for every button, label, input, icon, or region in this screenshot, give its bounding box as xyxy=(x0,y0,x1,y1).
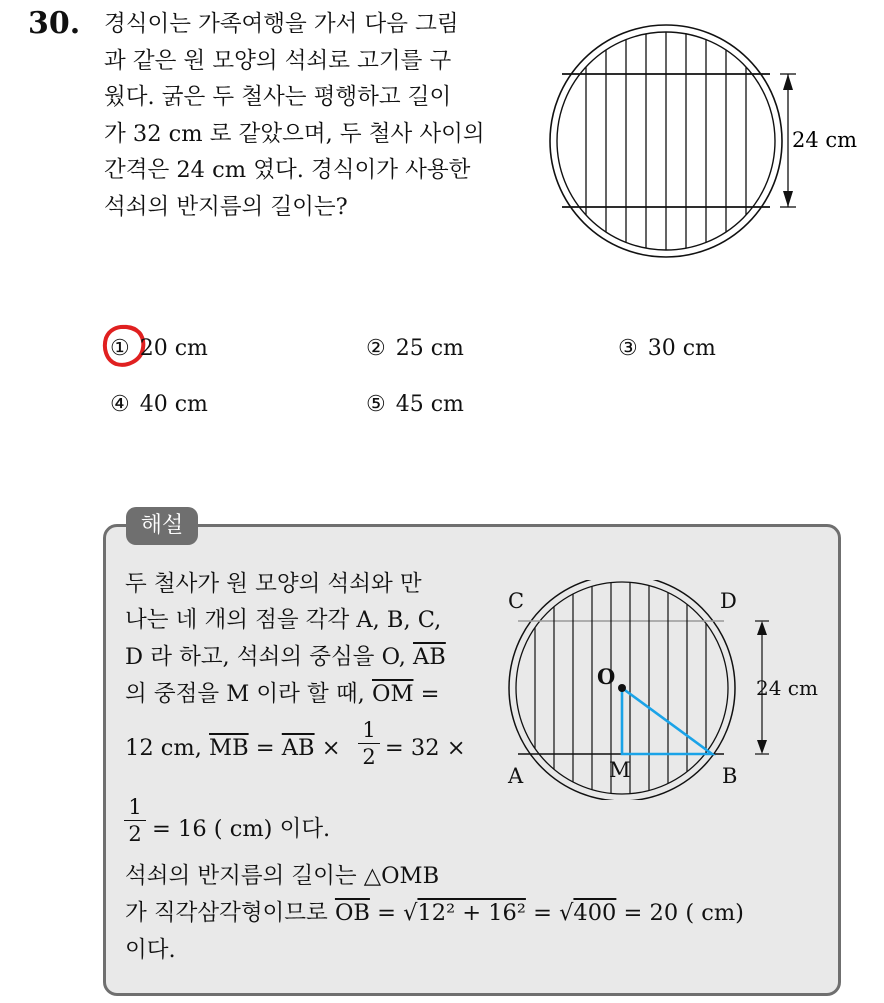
segment-om: $\overline{OM}$ xyxy=(372,681,414,707)
solution-line: 나는 네 개의 점을 각각 A, B, C, xyxy=(125,607,442,633)
fraction-half xyxy=(124,795,146,846)
point-m-label: M xyxy=(609,758,631,782)
sqrt-sign: √ xyxy=(559,900,574,926)
solution-line xyxy=(125,735,466,761)
solution-line xyxy=(125,639,446,671)
choice-3[interactable] xyxy=(618,336,716,361)
solution-line: 두 철사가 원 모양의 석쇠와 만 xyxy=(125,571,422,597)
choice-1[interactable] xyxy=(110,336,208,361)
choice-number: ① xyxy=(110,336,130,361)
question-number: 30. xyxy=(28,6,81,41)
sqrt-radicand: 400 xyxy=(573,900,617,926)
question-line: 과 같은 원 모양의 석쇠로 고기를 구 xyxy=(104,47,452,74)
point-a-label: A xyxy=(508,764,524,788)
grill-figure xyxy=(548,4,868,264)
question-line: 경식이는 가족여행을 가서 다음 그림 xyxy=(104,11,459,37)
equals-sign: = xyxy=(255,735,275,761)
solution-line: = 16 ( cm) 이다. xyxy=(152,816,331,842)
point-c-label: C xyxy=(508,589,525,613)
choice-number: ③ xyxy=(618,336,638,361)
point-d-label: D xyxy=(720,589,737,613)
segment-ab: $\overline{AB}$ xyxy=(281,735,315,761)
question-line: 간격은 24 cm 였다. 경식이가 사용한 xyxy=(104,157,471,184)
sqrt-radicand: 12² + 16² xyxy=(417,900,526,926)
equals-sign: = xyxy=(533,900,552,926)
point-b-label: B xyxy=(722,764,738,788)
solution-figure xyxy=(498,580,838,800)
fraction-numerator: 1 xyxy=(128,795,142,819)
choice-2[interactable] xyxy=(366,336,464,361)
fraction-half xyxy=(358,718,380,769)
fraction-denominator: 2 xyxy=(362,745,376,769)
question-line: 웠다. 굵은 두 철사는 평행하고 길이 xyxy=(104,84,452,111)
segment-mb: $\overline{MB}$ xyxy=(209,735,249,761)
solution-line xyxy=(125,895,744,927)
solution-text: D 라 하고, 석쇠의 중심을 O, xyxy=(125,644,406,670)
choice-text: 25 cm xyxy=(395,336,464,361)
equals-sign: = xyxy=(420,681,440,707)
fraction-numerator: 1 xyxy=(362,718,376,742)
equals-sign: = xyxy=(377,900,396,926)
solution-text: 의 중점을 M 이라 할 때, xyxy=(125,681,365,707)
sqrt-sign: √ xyxy=(403,900,418,926)
solution-text: 가 직각삼각형이므로 xyxy=(125,900,328,926)
solution-tag: 해설 xyxy=(126,507,198,545)
choice-text: 30 cm xyxy=(647,336,716,361)
choice-5[interactable] xyxy=(366,392,464,417)
segment-ab: $\overline{AB}$ xyxy=(413,644,446,670)
question-text xyxy=(104,6,524,226)
choice-text: 45 cm xyxy=(395,392,464,417)
question-line: 가 32 cm 로 같았으며, 두 철사 사이의 xyxy=(104,120,485,147)
choice-number: ② xyxy=(366,336,386,361)
solution-line: 이다. xyxy=(125,937,176,963)
solution-text: = 20 ( cm) xyxy=(623,900,744,926)
times-sign: × xyxy=(321,735,341,761)
segment-ob: $\overline{OB}$ xyxy=(334,900,370,926)
solution-text: 12 cm, xyxy=(125,735,202,761)
measure-label: 24 cm xyxy=(756,676,818,700)
choice-number: ⑤ xyxy=(366,392,386,417)
choice-text: 40 cm xyxy=(139,392,208,417)
solution-line: 석쇠의 반지름의 길이는 △OMB xyxy=(125,863,440,889)
solution-text: = 32 × xyxy=(384,735,466,761)
question-line: 석쇠의 반지름의 길이는? xyxy=(104,193,348,220)
choice-4[interactable] xyxy=(110,392,208,417)
choice-number: ④ xyxy=(110,392,130,417)
choice-text: 20 cm xyxy=(139,336,208,361)
point-o-label: O xyxy=(597,664,616,689)
solution-line xyxy=(125,676,440,708)
fraction-denominator: 2 xyxy=(128,822,142,846)
measure-label: 24 cm xyxy=(792,128,858,152)
